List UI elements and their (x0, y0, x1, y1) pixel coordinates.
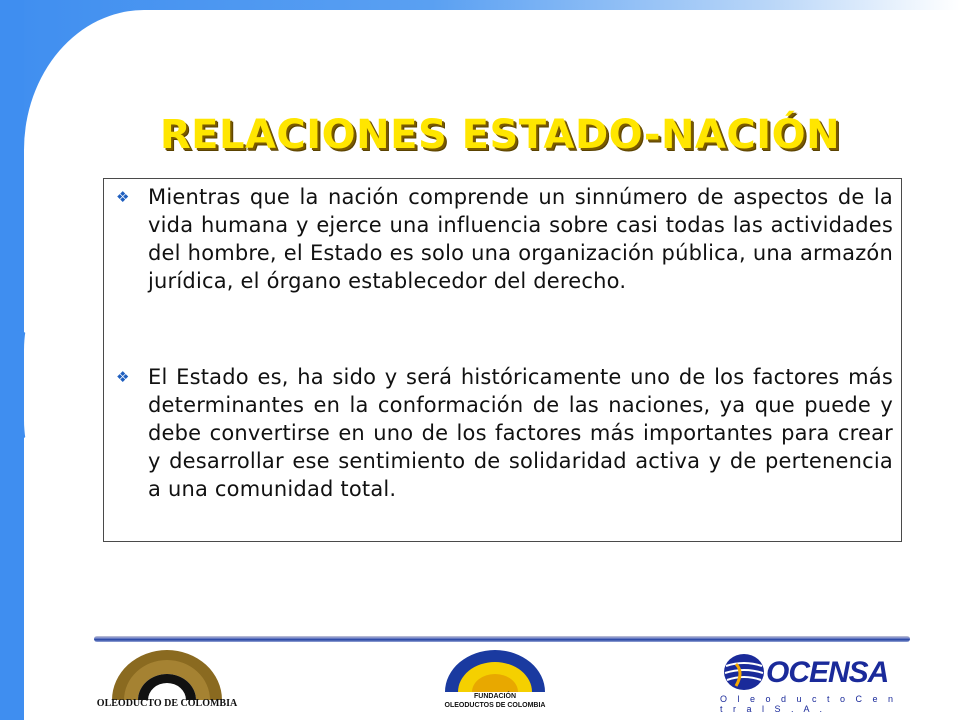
arch-logo-icon (92, 648, 242, 700)
text-box (103, 178, 902, 542)
ocensa-wordmark: OCENSA (766, 656, 889, 689)
ocensa-subtitle: O l e o d u c t o C e n t r a l S . A . (720, 694, 898, 714)
sun-arch-logo-icon (440, 648, 550, 692)
footer-divider (94, 636, 910, 642)
bullet-paragraph-1: Mientras que la nación comprende un sinnúmero de aspectos de la vida humana y ejerce una influencia sobre casi todas las actividades del hombre, el Estado es solo una organización pública, una armazón jurídica, el órgano establecedor del derecho. (148, 185, 893, 293)
slide-title: RELACIONES ESTADO-NACIÓN (159, 112, 841, 158)
diamond-bullet-icon: ❖ (116, 368, 130, 386)
diamond-bullet-icon: ❖ (116, 188, 130, 206)
oleoducto-de-colombia-text: OLEODUCTO DE COLOMBIA (96, 698, 238, 709)
fundacion-line1: FUNDACIÓN (474, 693, 516, 700)
globe-logo-icon (722, 652, 768, 694)
oleoducto-de-colombia-logo (92, 648, 242, 714)
fundacion-line2: OLEODUCTOS DE COLOMBIA (444, 702, 546, 709)
ocensa-logo (720, 648, 910, 714)
slide-left-bump-cover (24, 300, 54, 470)
fundacion-oleoductos-logo (440, 648, 550, 714)
bullet-paragraph-2: El Estado es, ha sido y será históricamente uno de los factores más determinantes en la conformación de las naciones, ya que puede y debe convertirse en uno de los factores más importantes para crear y desarrollar ese sentimiento de solidaridad activa y de pertenencia a una comunidad total. (148, 365, 893, 501)
